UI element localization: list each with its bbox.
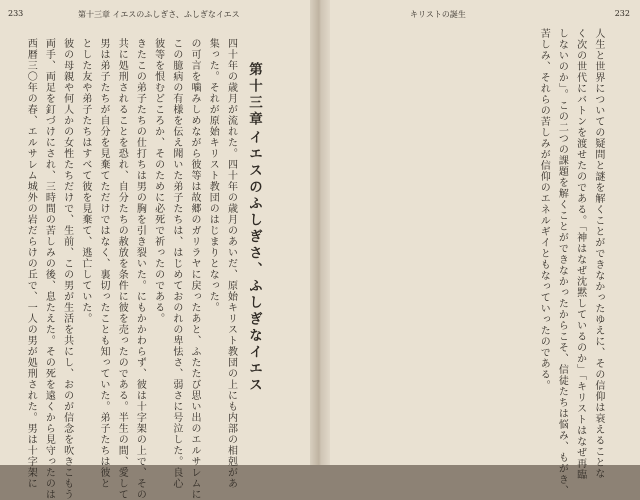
left-text-column: 四十年の歳月が流れた。四十年の歳月のあいだ、原始キリスト教団の上にも内部の相剋があ <box>225 38 237 489</box>
left-running-head: 第十三章 イエスのふしぎさ、ふしぎなイエス <box>78 10 240 19</box>
left-text-column: とした友や弟子たちはすべて彼を見棄て、逃亡していた。 <box>79 38 91 324</box>
left-page-number: 233 <box>8 9 24 18</box>
chapter-subtitle: イエスのふしぎさ、ふしぎなイエス <box>246 130 262 394</box>
left-text-column: 両手、両足を釘づけにされ、三時間の苦しみの後、息たえた。その死を遠くから見守ったのは <box>43 38 55 500</box>
left-text-column: 西暦三〇年の春、エルサレム城外の岩だらけの丘で、一人の男が処刑された。男は十字架に <box>25 38 37 489</box>
right-running-head: キリストの誕生 <box>410 10 466 19</box>
left-text-column: きたこの弟子たちの仕打ちは男の胸を引き裂いた。にもかかわらず、彼は十字架の上で、その <box>134 38 146 500</box>
right-body-text <box>534 28 607 496</box>
right-text-column: 苦しみ、それらの苦しみが信仰のエネルギイともなっていったのである。 <box>538 28 550 391</box>
right-text-column: く次の世代にバトンを渡せたのである。「神はなぜ沈黙しているのか」「キリストはなぜ再臨 <box>574 28 586 480</box>
left-text-column: の可言を噛みしめながら彼等は故郷のガリラヤに戻ったあと、ふたたび思い出のエルサレムに <box>189 38 201 500</box>
right-text-column: しないのか」。この二つの課題を解くことができなかったからこそ、信徒たちは悩み、もがき、 <box>556 28 568 496</box>
left-text-column: この臆病の有様を伝え聞いた弟子たちは、はじめておのれの卑怯さ、弱さに号泣した。良心 <box>170 38 182 489</box>
left-text-column: 集った。それが原始キリスト教団のはじまりとなった。 <box>207 38 219 313</box>
right-page-number: 232 <box>614 9 630 18</box>
left-text-column: 彼等を恨むどころか、そのために必死で祈ったのである。 <box>152 38 164 324</box>
right-text-column: 人生と世界についての疑問と謎を解くことができなかったゆえに、その信仰は衰えることな <box>592 28 604 479</box>
left-text-column: 彼の母親や何人かの女性たちだけで、生前、この男が生活を共にし、おのが信念を吹きこもう <box>61 38 73 500</box>
left-text-column: 共に処刑されることを恐れ、自分たちの赦放を条件に彼を売ったのである。半生の間、愛して <box>116 38 128 500</box>
left-text-column: 男は弟子たちが自分を見棄てただけではなく、裏切ったことも知っていた。弟子たちは彼と <box>98 38 110 489</box>
left-body-text <box>21 38 239 500</box>
book-gutter <box>310 0 330 465</box>
chapter-number: 第十三章 <box>246 62 262 128</box>
